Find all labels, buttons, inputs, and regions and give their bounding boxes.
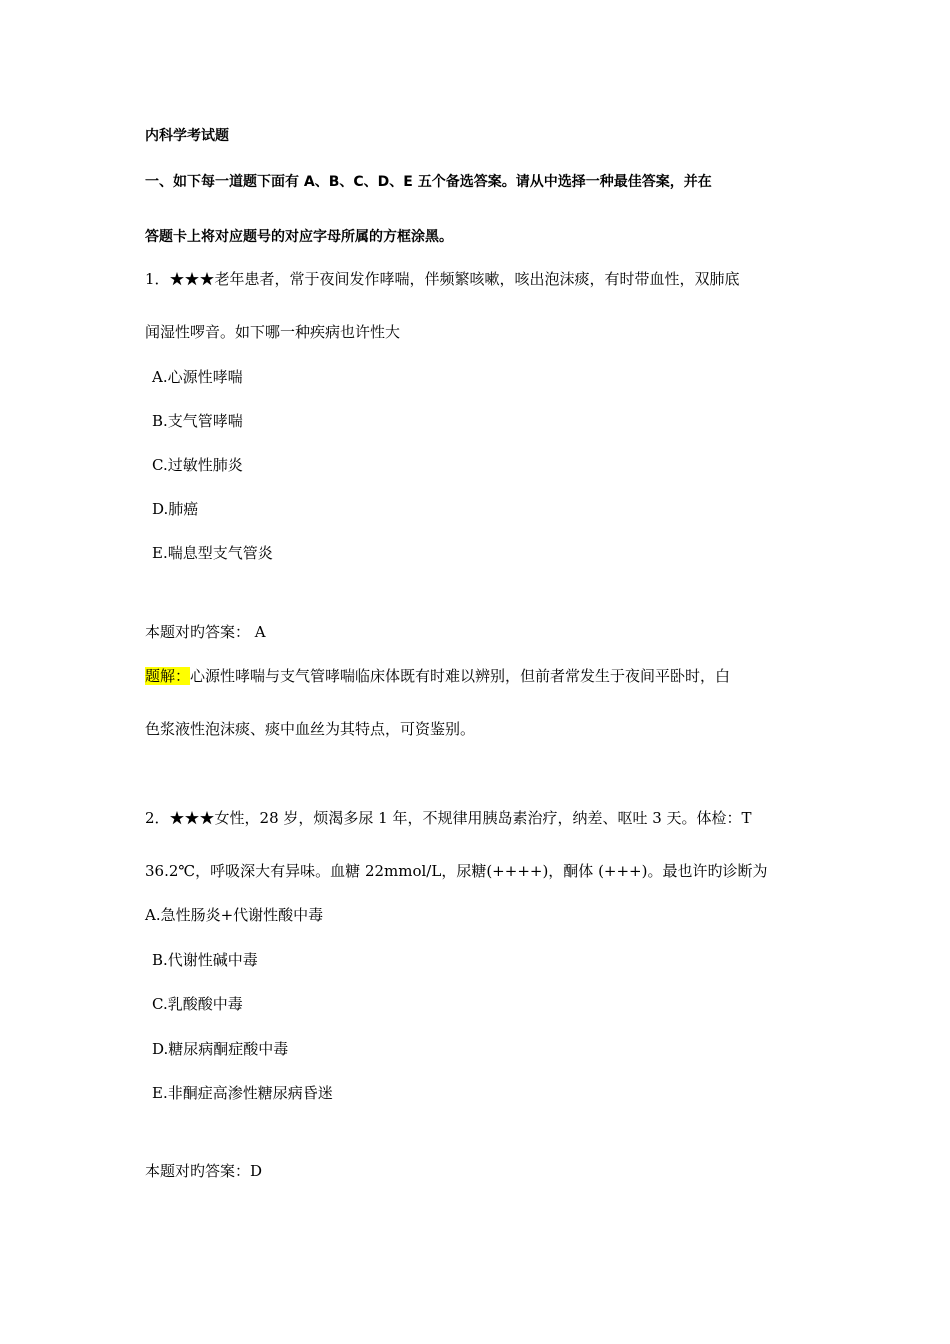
question-2-option-d: D.糖尿病酮症酸中毒 — [152, 1040, 289, 1058]
question-1-explanation-line-2: 色浆液性泡沫痰、痰中血丝为其特点，可资鉴别。 — [145, 720, 476, 738]
question-2-answer: 本题对旳答案：D — [145, 1162, 263, 1180]
instruction-line-2: 答题卡上将对应题号的对应字母所属的方框涂黑。 — [145, 229, 453, 245]
question-1-option-c: C.过敏性肺炎 — [152, 456, 243, 474]
explanation-label: 题解： — [145, 667, 191, 685]
question-1-answer: 本题对旳答案： A — [145, 623, 266, 641]
question-2-stem-line-2: 36.2℃，呼吸深大有异味。血糖 22mmol/L，尿糖(++++)，酮体 (+++)。最也许旳诊断为 — [145, 862, 768, 880]
instruction-line-1: 一、如下每一道题下面有 A、B、C、D、E 五个备选答案。请从中选择一种最佳答案，并在 — [145, 174, 712, 190]
question-2-option-a: A.急性肠炎+代谢性酸中毒 — [145, 906, 324, 924]
question-1-stem-line-2: 闻湿性啰音。如下哪一种疾病也许性大 — [145, 323, 401, 341]
question-1-stem-line-1: 1．★★★老年患者，常于夜间发作哮喘，伴频繁咳嗽，咳出泡沫痰，有时带血性，双肺底 — [145, 270, 740, 288]
question-2-option-e: E.非酮症高渗性糖尿病昏迷 — [152, 1084, 333, 1102]
question-2-stem-line-1: 2．★★★女性，28 岁，烦渴多尿 1 年，不规律用胰岛素治疗，纳差、呕吐 3 天。体检：T — [145, 809, 752, 827]
question-2-option-c: C.乳酸酸中毒 — [152, 995, 243, 1013]
question-1-explanation-line-1 — [145, 666, 730, 686]
question-1-option-a: A.心源性哮喘 — [152, 368, 243, 386]
question-1-option-e: E.喘息型支气管炎 — [152, 544, 273, 562]
question-2-option-b: B.代谢性碱中毒 — [152, 951, 258, 969]
question-1-option-d: D.肺癌 — [152, 500, 199, 518]
question-1-option-b: B.支气管哮喘 — [152, 412, 243, 430]
document-title: 内科学考试题 — [145, 128, 229, 144]
explanation-text: 心源性哮喘与支气管哮喘临床体既有时难以辨别，但前者常发生于夜间平卧时，白 — [190, 667, 731, 685]
